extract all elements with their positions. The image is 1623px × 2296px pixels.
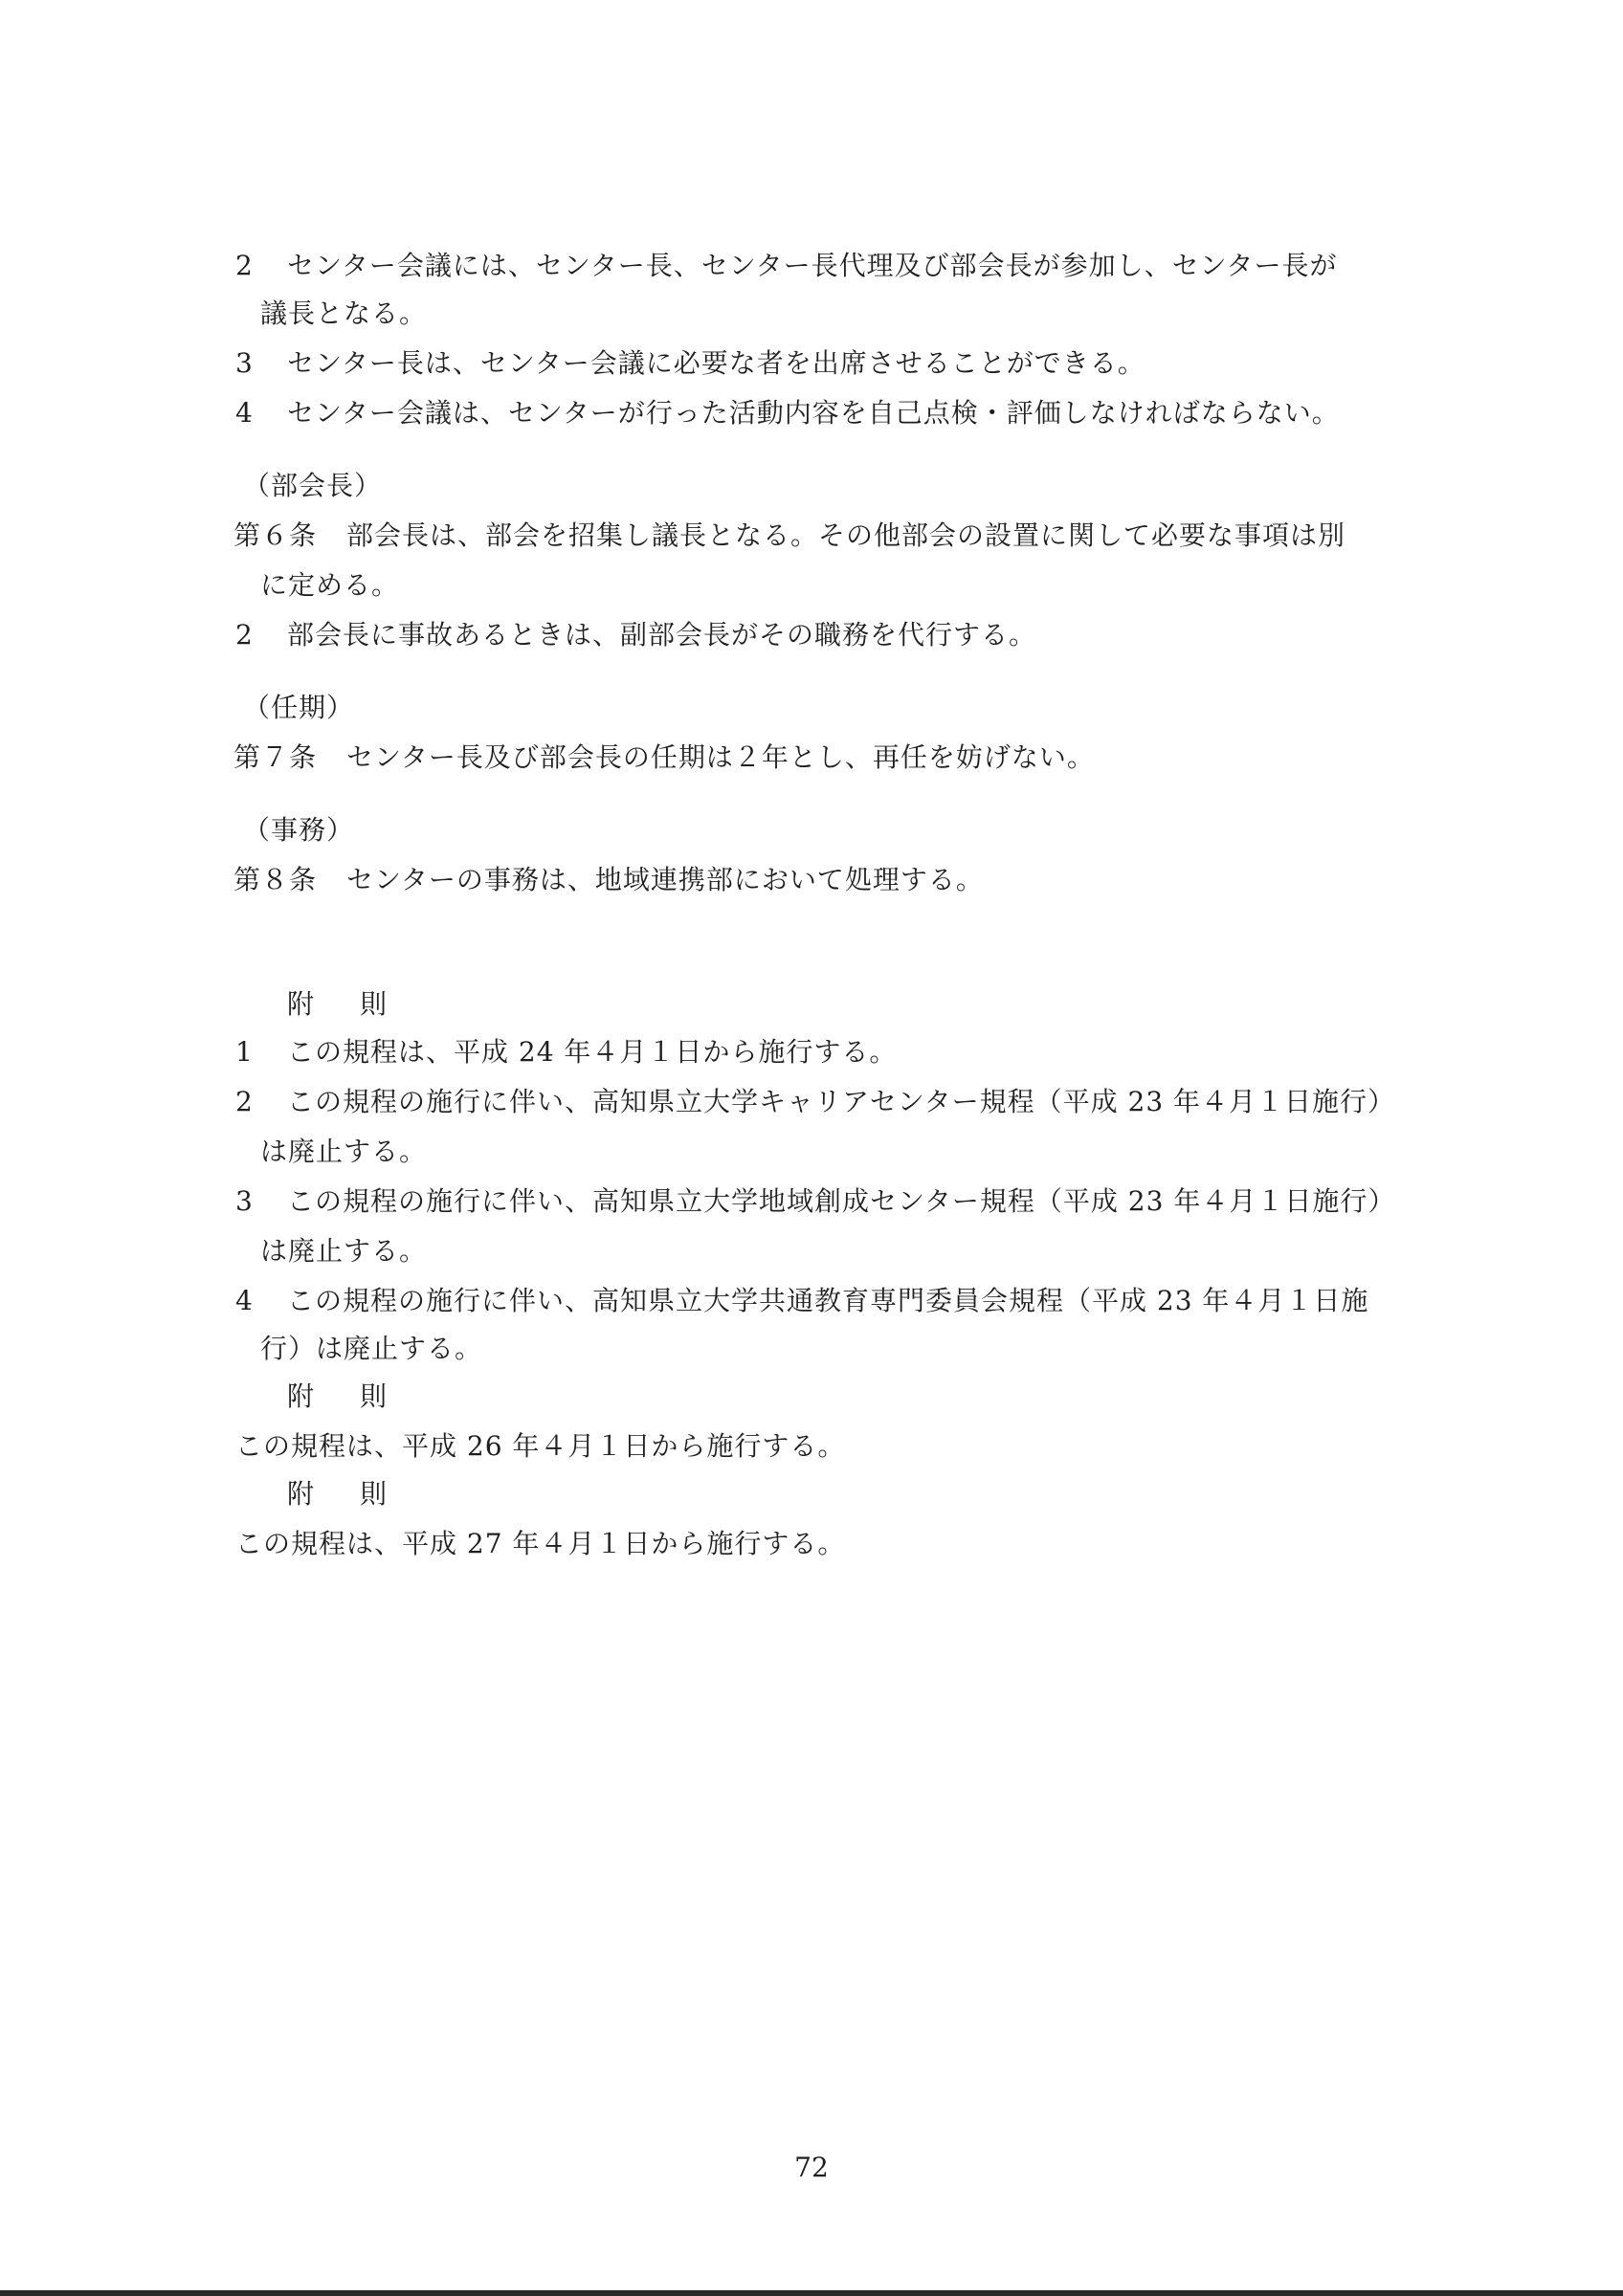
paragraph-number: 2 xyxy=(235,1086,254,1117)
article-label: 第７条 xyxy=(233,741,318,773)
section-title: 附 則 xyxy=(287,1478,397,1510)
article-label: 第８条 xyxy=(233,864,318,895)
paragraph-text: この規程は、平成 27 年４月１日から施行する。 xyxy=(235,1528,846,1559)
article6-body xyxy=(0,517,1623,555)
supplementary1-paragraph-4 xyxy=(0,1282,1623,1320)
paragraph-text: 議長となる。 xyxy=(260,298,428,329)
supplementary1-paragraph-3 xyxy=(0,1182,1623,1221)
article5-paragraph-4 xyxy=(0,394,1623,432)
scan-bottom-edge xyxy=(0,2290,1623,2296)
supplementary1-paragraph-3-continuation xyxy=(0,1232,1623,1270)
paragraph-text: この規程は、平成 26 年４月１日から施行する。 xyxy=(235,1430,846,1462)
paragraph-text: この規程の施行に伴い、高知県立大学地域創成センター規程（平成 23 年４月１日施行） xyxy=(287,1185,1396,1217)
section-title: 附 則 xyxy=(287,1380,397,1412)
paragraph-text: この規程の施行に伴い、高知県立大学キャリアセンター規程（平成 23 年４月１日施行） xyxy=(287,1086,1396,1117)
supplementary-provisions-title xyxy=(0,985,1623,1024)
supplementary1-paragraph-2-continuation xyxy=(0,1133,1623,1171)
supplementary1-paragraph-4-continuation xyxy=(0,1330,1623,1368)
paragraph-number: 1 xyxy=(235,1036,254,1068)
article5-paragraph-2-continuation xyxy=(0,295,1623,333)
supplementary-provisions-title xyxy=(0,1378,1623,1416)
paragraph-number: 2 xyxy=(235,250,254,281)
supplementary1-paragraph-2 xyxy=(0,1083,1623,1121)
paragraph-text: センター長は、センター会議に必要な者を出席させることができる。 xyxy=(287,347,1145,379)
article-text: に定める。 xyxy=(260,569,400,601)
supplementary-provisions-title xyxy=(0,1475,1623,1513)
paragraph-text: 部会長に事故あるときは、副部会長がその職務を代行する。 xyxy=(287,619,1037,651)
paragraph-text: この規程は、平成 24 年４月１日から施行する。 xyxy=(287,1036,898,1068)
supplementary1-paragraph-1 xyxy=(0,1033,1623,1071)
supplementary2-body xyxy=(0,1427,1623,1466)
paragraph-number: 2 xyxy=(235,619,254,651)
article6-body-continuation xyxy=(0,566,1623,605)
article-text: センター長及び部会長の任期は２年とし、再任を妨げない。 xyxy=(346,741,1095,773)
article-text: 部会長は、部会を招集し議長となる。その他部会の設置に関して必要な事項は別 xyxy=(346,519,1346,551)
article7-heading xyxy=(0,689,1623,727)
article7-body xyxy=(0,739,1623,777)
article-heading: （事務） xyxy=(243,814,355,846)
paragraph-text: は廃止する。 xyxy=(260,1136,428,1167)
paragraph-number: 4 xyxy=(235,397,254,429)
paragraph-text: センター会議は、センターが行った活動内容を自己点検・評価しなければならない。 xyxy=(287,397,1340,429)
article8-body xyxy=(0,861,1623,899)
paragraph-number: 3 xyxy=(235,1185,254,1217)
paragraph-number: 3 xyxy=(235,347,254,379)
paragraph-text: 行）は廃止する。 xyxy=(260,1333,483,1364)
paragraph-number: 4 xyxy=(235,1285,254,1316)
article8-heading xyxy=(0,811,1623,850)
article5-paragraph-2 xyxy=(0,247,1623,285)
paragraph-text: この規程の施行に伴い、高知県立大学共通教育専門委員会規程（平成 23 年４月１日施 xyxy=(287,1285,1369,1316)
supplementary3-body xyxy=(0,1525,1623,1563)
paragraph-text: センター会議には、センター長、センター長代理及び部会長が参加し、センター長が xyxy=(287,250,1338,281)
article6-paragraph-2 xyxy=(0,616,1623,654)
paragraph-text: は廃止する。 xyxy=(260,1235,428,1267)
article-heading: （部会長） xyxy=(243,470,383,501)
page-number: 72 xyxy=(794,2152,829,2183)
article5-paragraph-3 xyxy=(0,344,1623,383)
article-heading: （任期） xyxy=(243,692,355,723)
article6-heading xyxy=(0,467,1623,505)
article-text: センターの事務は、地域連携部において処理する。 xyxy=(346,864,984,895)
section-title: 附 則 xyxy=(287,988,397,1020)
article-label: 第６条 xyxy=(233,519,318,551)
